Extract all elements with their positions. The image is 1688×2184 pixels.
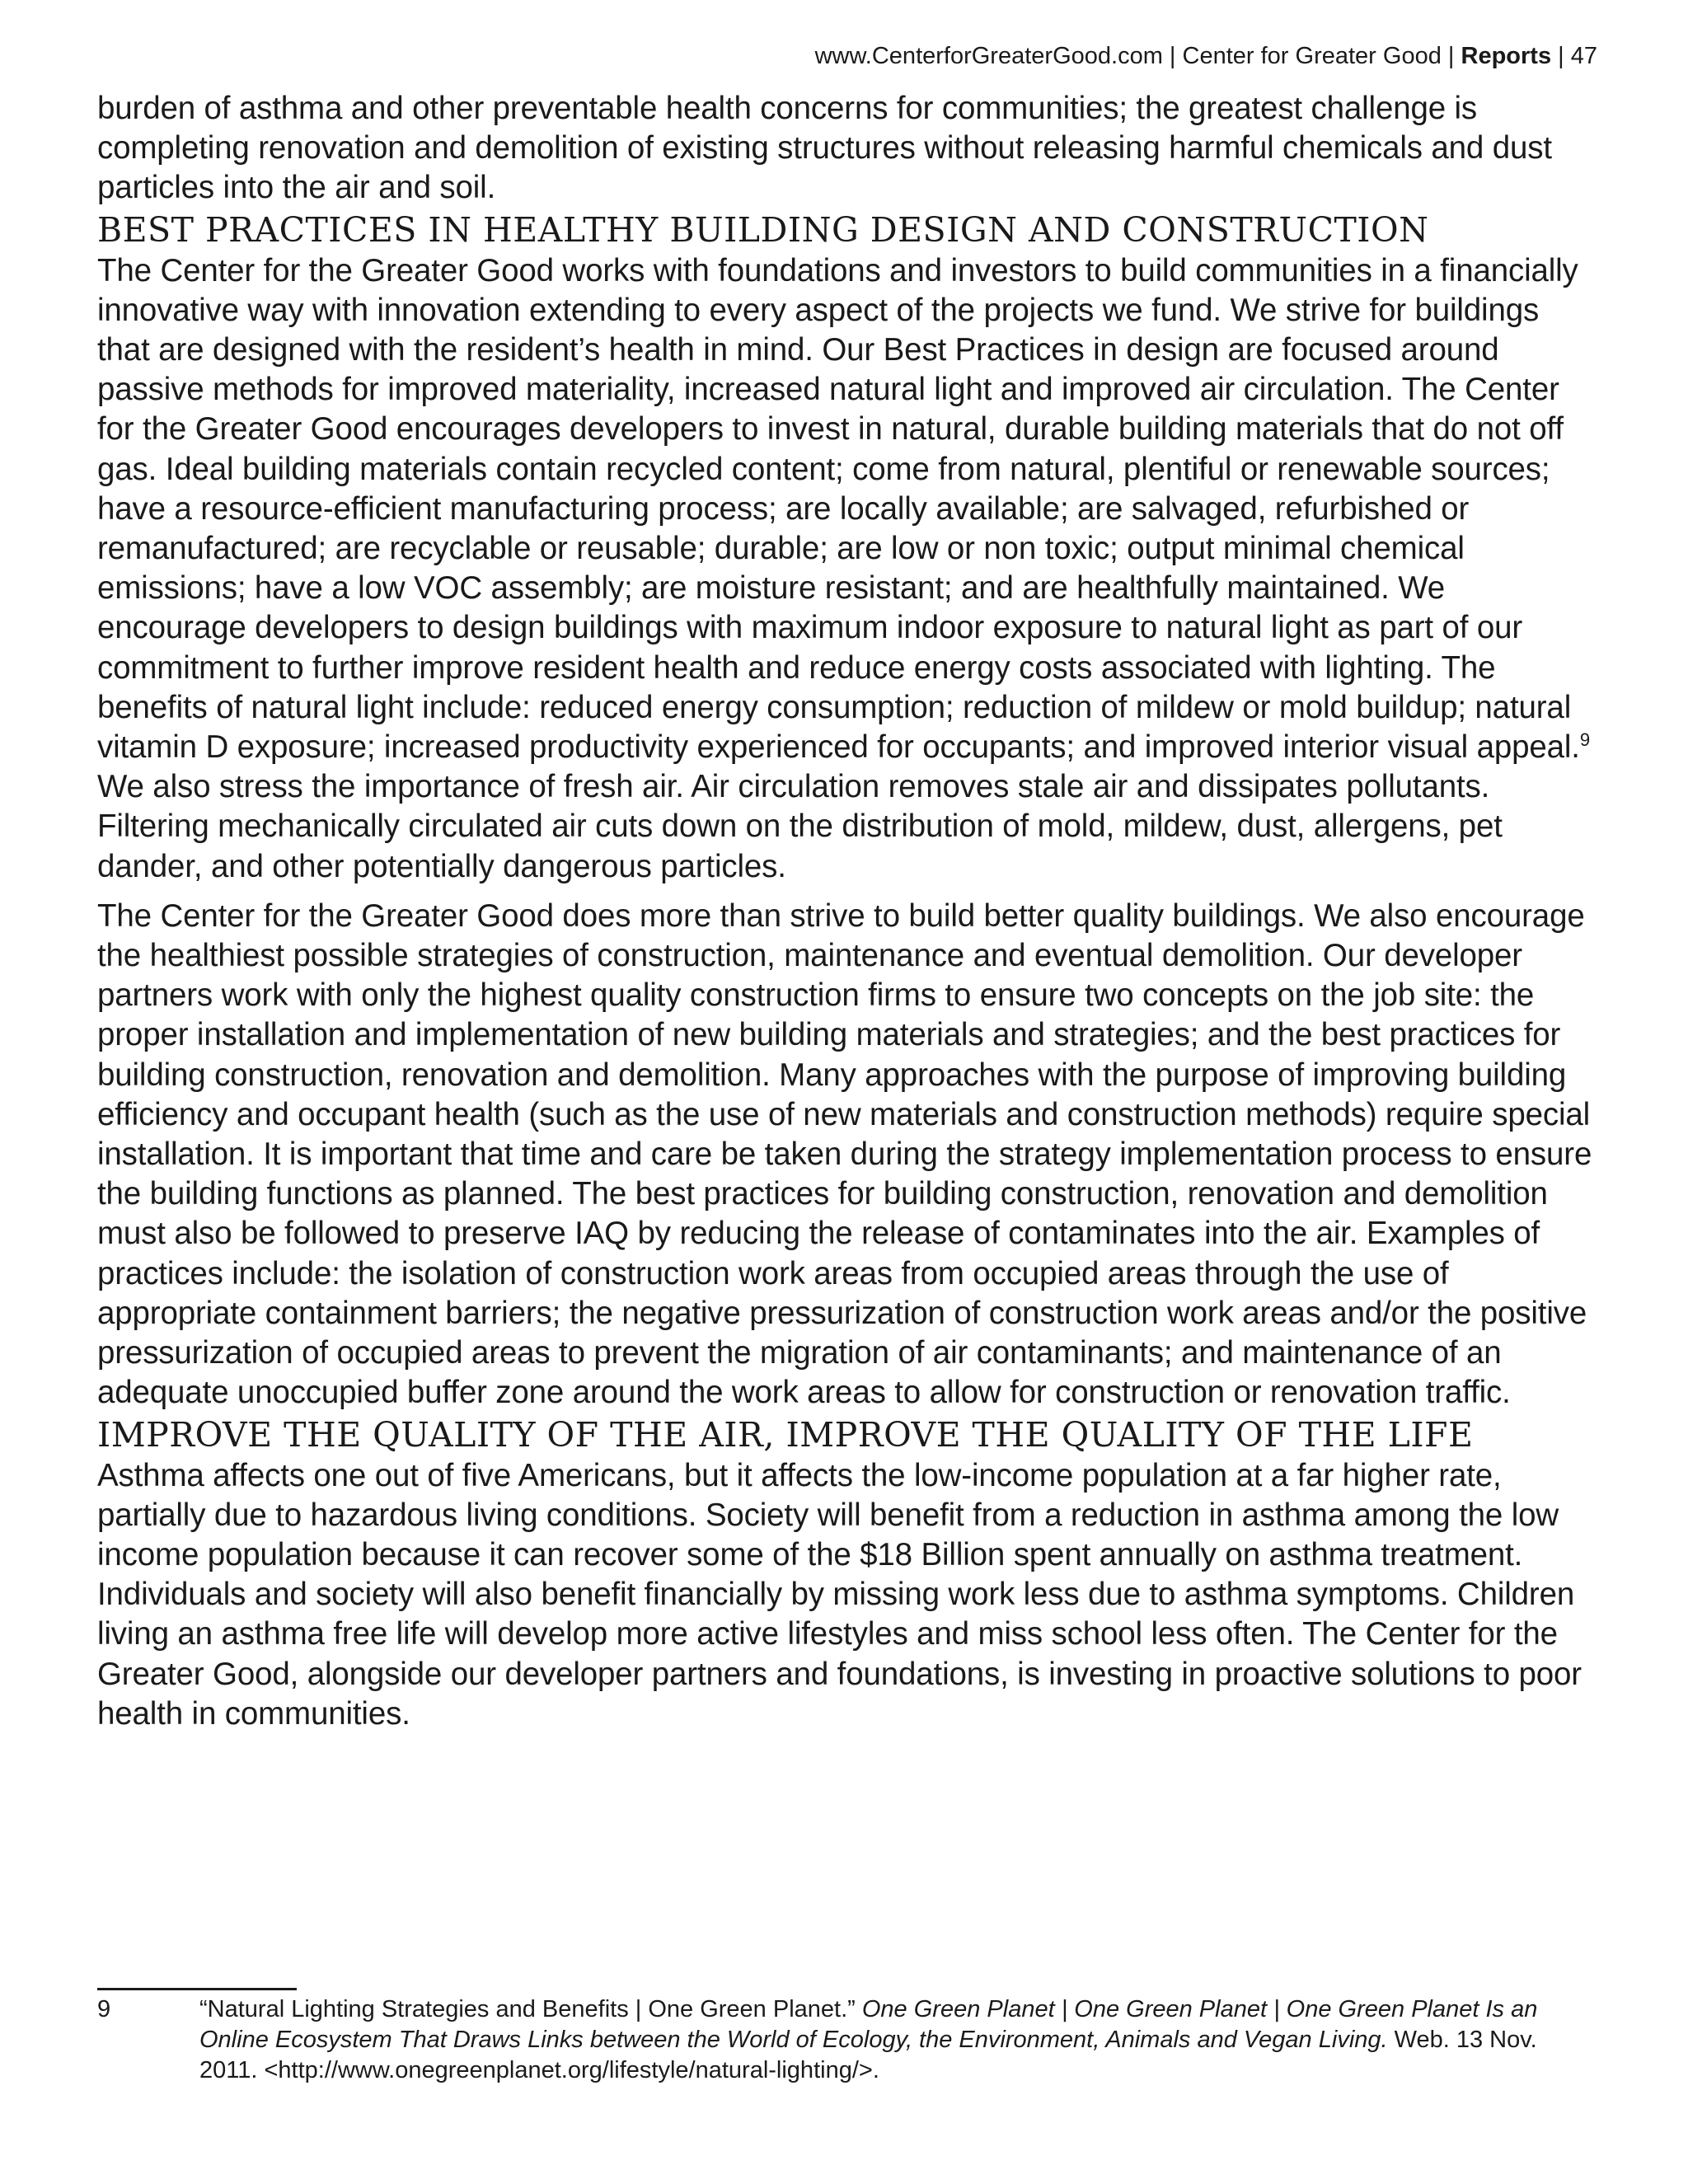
header-separator: | — [1162, 43, 1183, 69]
paragraph-text: We also stress the importance of fresh air. Air circulation removes stale air and dissipates pollutants. Filtering mechanically circulated air cuts down on the distribution of mold, mildew, dust, allergens, pet dander, and other potentially dangerous particles. — [97, 769, 1503, 884]
footnote-reference: 9 — [1579, 729, 1590, 751]
section-heading-air-quality: IMPROVE THE QUALITY OF THE AIR, IMPROVE THE QUALITY OF THE LIFE — [97, 1414, 1474, 1455]
page-number: 47 — [1570, 43, 1597, 69]
header-org-name: Center for Greater Good — [1182, 43, 1442, 69]
air-quality-paragraph: Asthma affects one out of five Americans, but it affects the low-income population at a far higher rate, partially due to hazardous living conditions. Society will benefit from a reduction in asthma among the low income population because it can recover some of the $18 Billion spent annually on asthma treatment. Individuals and society will also benefit financially by missing work less due to asthma symptoms. Children living an asthma free life will develop more active lifestyles and miss school less often. The Center for the Greater Good, alongside our developer partners and foundations, is investing in proactive solutions to poor health in communities. — [97, 1457, 1582, 1732]
footnote-source-italic: One Green Planet | One Green Planet | One Green Planet Is an Online Ecosystem That Draws Links between the World of Ecology, the Environment, Animals and Vegan Living. — [199, 1996, 1538, 2053]
page-header — [97, 40, 1597, 73]
footnote-title: “Natural Lighting Strategies and Benefits | One Green Planet.” — [199, 1996, 862, 2022]
best-practices-paragraph-2: The Center for the Greater Good does more than strive to build better quality buildings. We also encourage the healthiest possible strategies of construction, maintenance and eventual demolition. Our developer partners work with only the highest quality construction firms to ensure two concepts on the job site: the proper installation and implementation of new building materials and strategies; and the best practices for building construction, renovation and demolition. Many approaches with the purpose of improving building efficiency and occupant health (such as the use of new materials and construction methods) require special installation. It is important that time and care be taken during the strategy implementation process to ensure the building functions as planned. The best practices for building construction, renovation and demolition must also be followed to preserve IAQ by reducing the release of contaminates into the air. Examples of practices include: the isolation of construction work areas from occupied areas through the use of appropriate containment barriers; the negative pressurization of construction work areas and/or the positive pressurization of occupied areas to prevent the migration of air contaminants; and maintenance of an adequate unoccupied buffer zone around the work areas to allow for construction or renovation traffic. — [97, 898, 1592, 1411]
footnote-number: 9 — [97, 1996, 111, 2022]
section-heading-best-practices: BEST PRACTICES IN HEALTHY BUILDING DESIGN AND CONSTRUCTION — [97, 209, 1429, 250]
page-content — [97, 89, 1597, 1734]
header-section-name: Reports — [1461, 43, 1552, 69]
footnote — [97, 1994, 1597, 2086]
header-separator: | — [1441, 43, 1461, 69]
header-site-url: www.CenterforGreaterGood.com — [814, 43, 1163, 69]
best-practices-paragraph-1 — [97, 251, 1597, 887]
footnote-divider — [97, 1988, 297, 1990]
footnote-citation: Web. 13 Nov. 2011. <http://www.onegreenplanet.org/lifestyle/natural-lighting/>. — [199, 2027, 1537, 2083]
paragraph-text: The Center for the Greater Good works with foundations and investors to build communities in a financially innovative way with innovation extending to every aspect of the projects we fund. We strive for buildings that are designed with the resident’s health in mind. Our Best Practices in design are focused around passive methods for improved materiality, increased natural light and improved air circulation. The Center for the Greater Good encourages developers to invest in natural, durable building materials that do not off gas. Ideal building materials contain recycled content; come from natural, plentiful or renewable sources; have a resource-efficient manufacturing process; are locally available; are salvaged, refurbished or remanufactured; are recyclable or reusable; durable; are low or non toxic; output minimal chemical emissions; have a low VOC assembly; are moisture resistant; and are healthfully maintained. We encourage developers to design buildings with maximum indoor exposure to natural light as part of our commitment to further improve resident health and reduce energy costs associated with lighting. The benefits of natural light include: reduced energy consumption; reduction of mildew or mold buildup; natural vitamin D exposure; increased productivity experienced for occupants; and improved interior visual appeal. — [97, 252, 1580, 766]
intro-paragraph: burden of asthma and other preventable health concerns for communities; the greatest challenge is completing renovation and demolition of existing structures without releasing harmful chemicals and dust particles into the air and soil. — [97, 91, 1552, 206]
footnote-text — [199, 1994, 1597, 2086]
header-separator: | — [1551, 43, 1571, 69]
